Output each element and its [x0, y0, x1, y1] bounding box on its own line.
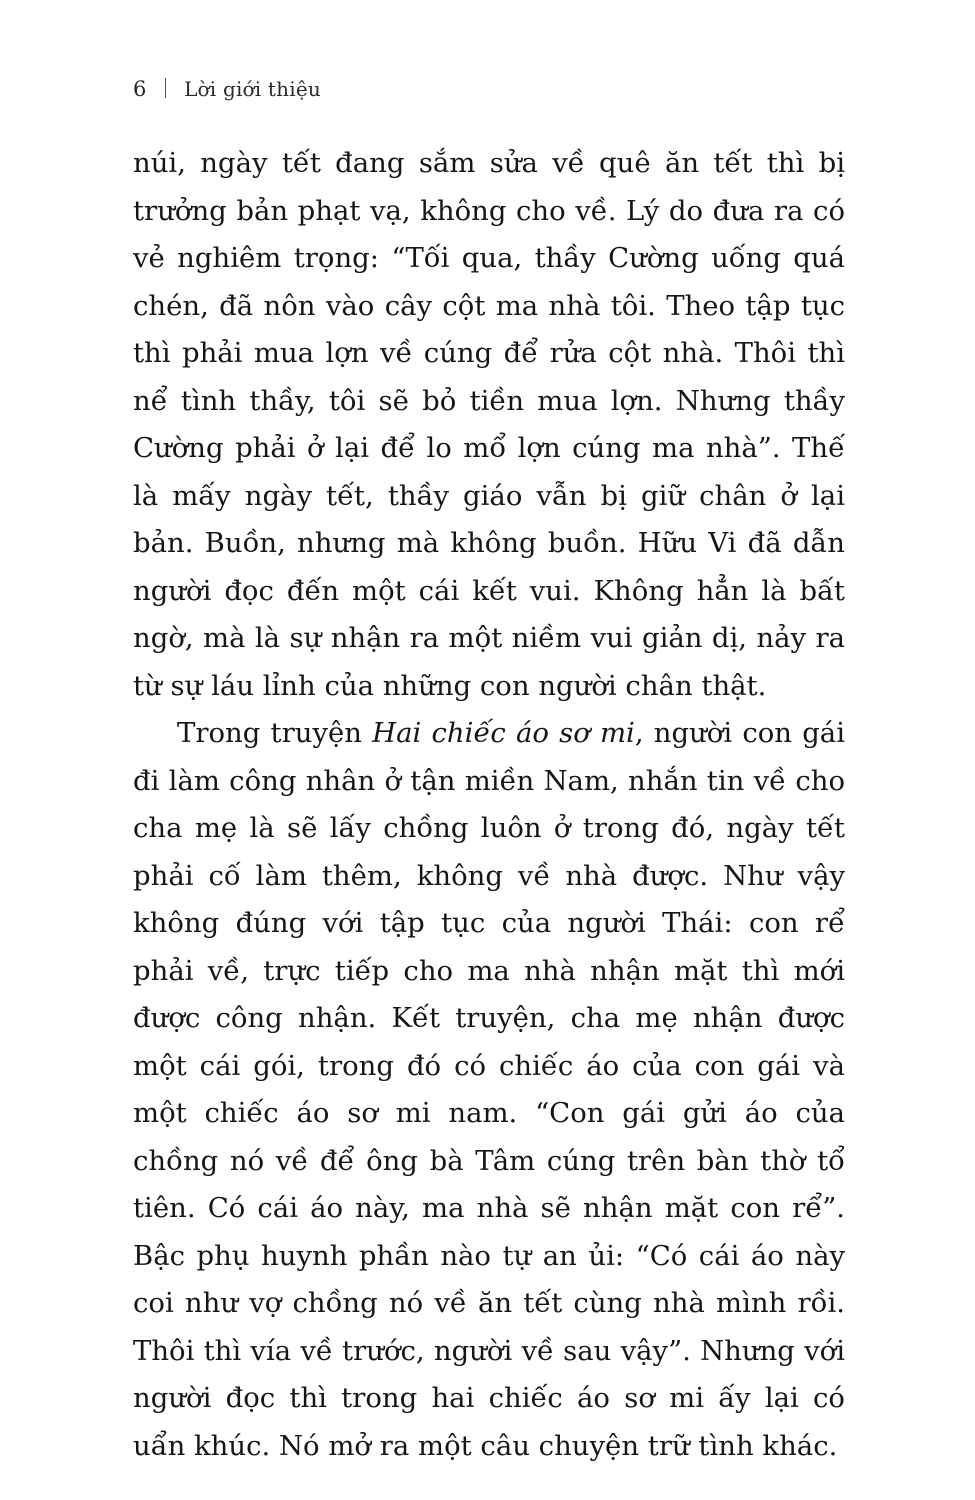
body-text [133, 140, 845, 1470]
paragraph-2-rest: , người con gái đi làm công nhân ở tận miền Nam, nhắn tin về cho cha mẹ là sẽ lấy chồng luôn ở trong đó, ngày tết phải cố làm thêm, không về nhà được. Như vậy không đúng với tập tục của người Thái: con rể phải về, trực tiếp cho ma nhà nhận mặt thì mới được công nhận. Kết truyện, cha mẹ nhận được một cái gói, trong đó có chiếc áo của con gái và một chiếc áo sơ mi nam. “Con gái gửi áo của chồng nó về để ông bà Tâm cúng trên bàn thờ tổ tiên. Có cái áo này, ma nhà sẽ nhận mặt con rể”. Bậc phụ huynh phần nào tự an ủi: “Có cái áo này coi như vợ chồng nó về ăn tết cùng nhà mình rồi. Thôi thì vía về trước, người về sau vậy”. Nhưng với người đọc thì trong hai chiếc áo sơ mi ấy lại có uẩn khúc. Nó mở ra một câu chuyện trữ tình khác. [133, 717, 845, 1462]
paragraph-2-lead: Trong truyện [177, 717, 373, 749]
paragraph-2 [133, 710, 845, 1470]
running-head [133, 76, 321, 101]
story-title: Hai chiếc áo sơ mi [372, 717, 635, 749]
paragraph-1: núi, ngày tết đang sắm sửa về quê ăn tết thì bị trưởng bản phạt vạ, không cho về. Lý do đưa ra có vẻ nghiêm trọng: “Tối qua, thầy Cường uống quá chén, đã nôn vào cây cột ma nhà tôi. Theo tập tục thì phải mua lợn về cúng để rửa cột nhà. Thôi thì nể tình thầy, tôi sẽ bỏ tiền mua lợn. Nhưng thầy Cường phải ở lại để lo mổ lợn cúng ma nhà”. Thế là mấy ngày tết, thầy giáo vẫn bị giữ chân ở lại bản. Buồn, nhưng mà không buồn. Hữu Vi đã dẫn người đọc đến một cái kết vui. Không hẳn là bất ngờ, mà là sự nhận ra một niềm vui giản dị, nảy ra từ sự láu lỉnh của những con người chân thật. [133, 147, 845, 702]
running-head-divider [165, 78, 167, 98]
chapter-title: Lời giới thiệu [184, 77, 321, 101]
page-number: 6 [133, 77, 147, 101]
